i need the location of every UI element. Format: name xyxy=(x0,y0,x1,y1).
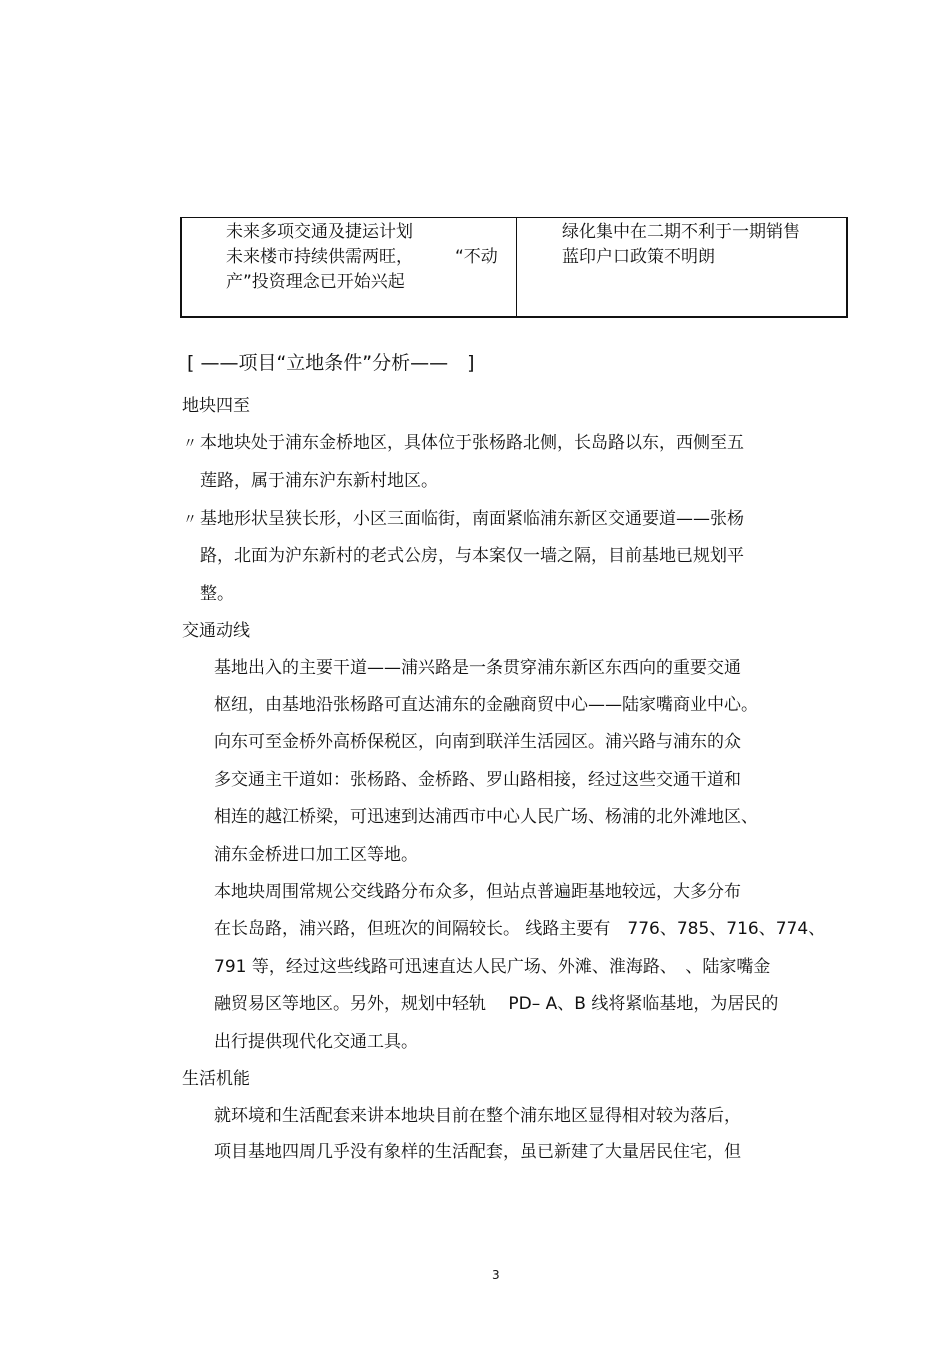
paragraph-line: 基地形状呈狭长形，小区三面临街，南面紧临浦东新区交通要道——张杨 xyxy=(200,509,744,529)
section-title: [ ——项目“立地条件”分析—— ] xyxy=(187,352,475,374)
subsection-heading: 生活机能 xyxy=(182,1069,250,1089)
page-number: 3 xyxy=(492,1268,500,1282)
paragraph-line: 路，北面为沪东新村的老式公房，与本案仅一墙之隔，目前基地已规划平 xyxy=(200,546,744,566)
table-left-line-2b: “不动 xyxy=(455,247,498,267)
paragraph-line: 项目基地四周几乎没有象样的生活配套，虽已新建了大量居民住宅，但 xyxy=(214,1142,741,1162)
table-right-line-2: 蓝印户口政策不明朗 xyxy=(562,247,715,267)
paragraph-line: 融贸易区等地区。另外，规划中轻轨 PD– A、B 线将紧临基地，为居民的 xyxy=(214,994,779,1014)
paragraph-line: 整。 xyxy=(200,584,234,604)
paragraph-line: 基地出入的主要干道——浦兴路是一条贯穿浦东新区东西向的重要交通 xyxy=(214,658,741,678)
paragraph-line: 本地块周围常规公交线路分布众多，但站点普遍距基地较远，大多分布 xyxy=(214,882,741,902)
table-left-line-3: 产”投资理念已开始兴起 xyxy=(226,272,405,292)
table-left-line-1: 未来多项交通及捷运计划 xyxy=(226,222,413,242)
paragraph-line: 出行提供现代化交通工具。 xyxy=(214,1032,418,1052)
paragraph-line: 相连的越江桥梁，可迅速到达浦西市中心人民广场、杨浦的北外滩地区、 xyxy=(214,807,758,827)
table-left-line-2: 未来楼市持续供需两旺， xyxy=(226,247,413,267)
paragraph-line: 莲路，属于浦东沪东新村地区。 xyxy=(200,471,438,491)
table-right-line-1: 绿化集中在二期不利于一期销售 xyxy=(562,222,800,242)
paragraph-line: 791 等，经过这些线路可迅速直达人民广场、外滩、淮海路、 、陆家嘴金 xyxy=(214,957,771,977)
bullet-mark: 〃 xyxy=(183,512,195,528)
paragraph-line: 本地块处于浦东金桥地区，具体位于张杨路北侧，长岛路以东，西侧至五 xyxy=(200,433,744,453)
paragraph-line: 浦东金桥进口加工区等地。 xyxy=(214,845,418,865)
paragraph-line: 枢纽，由基地沿张杨路可直达浦东的金融商贸中心——陆家嘴商业中心。 xyxy=(214,695,758,715)
subsection-heading: 交通动线 xyxy=(182,621,250,641)
subsection-heading: 地块四至 xyxy=(182,396,250,416)
table-divider xyxy=(516,218,517,316)
paragraph-line: 在长岛路，浦兴路，但班次的间隔较长。 线路主要有 776、785、716、774、 xyxy=(214,919,826,939)
paragraph-line: 向东可至金桥外高桥保税区，向南到联洋生活园区。浦兴路与浦东的众 xyxy=(214,732,741,752)
paragraph-line: 多交通主干道如：张杨路、金桥路、罗山路相接，经过这些交通干道和 xyxy=(214,770,741,790)
bullet-mark: 〃 xyxy=(183,436,195,452)
paragraph-line: 就环境和生活配套来讲本地块目前在整个浦东地区显得相对较为落后， xyxy=(214,1106,741,1126)
